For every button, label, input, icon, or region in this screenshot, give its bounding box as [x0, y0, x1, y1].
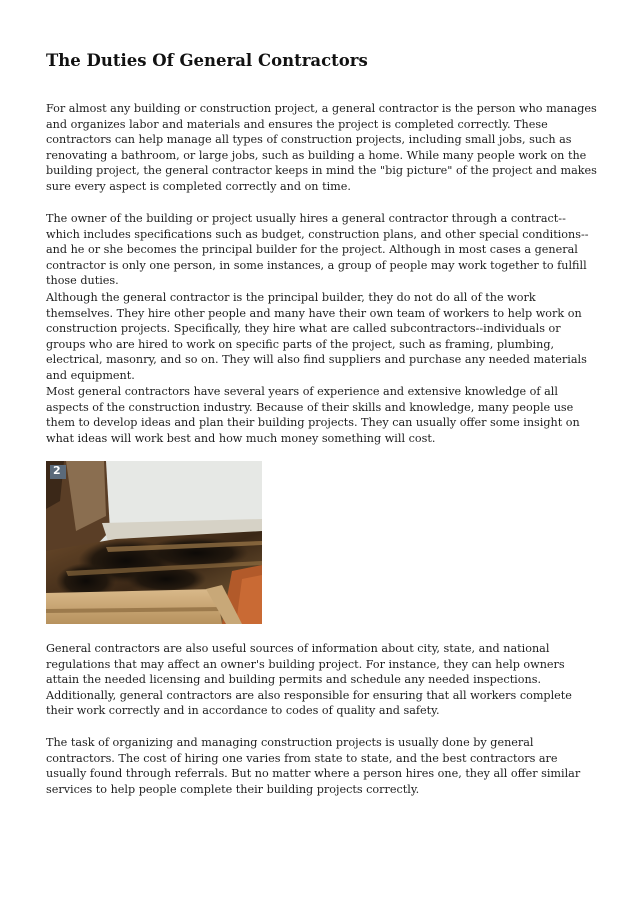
paragraph-1: For almost any building or construction project, a general contractor is the person who manages and organizes labor and materials and ensures the project is completed correctly. These contractors can help manage all types of construction projects, including small jobs, such as renovating a bathroom, or large jobs, such as building a home. While many people work on the building project, the general contractor keeps in mind the "big picture" of the project and makes sure every aspect is completed correctly and on time. — [46, 102, 597, 193]
paragraph-2: The owner of the building or project usually hires a general contractor through a contract--which includes specifications such as budget, construction plans, and other special conditions--and he or she becomes the principal builder for the project. Although in most cases a general contractor is only one person, in some instances, a group of people may work together to fulfill those duties. — [46, 212, 589, 288]
paragraph-6: The task of organizing and managing construction projects is usually done by general contractors. The cost of hiring one varies from state to state, and the best contractors are usually found through referrals. But no matter where a person hires one, they all offer similar services to help people complete their building projects correctly. — [46, 736, 581, 796]
water-damage-photo — [46, 461, 262, 624]
photo-corner-label: 2 — [53, 464, 61, 477]
paragraph-4: Most general contractors have several years of experience and extensive knowledge of all aspects of the construction industry. Because of their skills and knowledge, many people use them to develop ideas and plan their building projects. They can usually offer some insight on what ideas will work best and how much money something will cost. — [46, 385, 580, 445]
paragraph-5: General contractors are also useful sources of information about city, state, and national regulations that may affect an owner's building project. For instance, they can help owners attain the needed licensing and building permits and schedule any needed inspections. Additionally, general contractors are also responsible for ensuring that all workers complete their work correctly and in accordance to codes of quality and safety. — [46, 642, 572, 718]
paragraph-3: Although the general contractor is the principal builder, they do not do all of the work themselves. They hire other people and many have their own team of workers to help work on construction projects. Specifically, they hire what are called subcontractors--individuals or groups who are hired to work on specific parts of the project, such as framing, plumbing, electrical, masonry, and so on. They will also find suppliers and purchase any needed materials and equipment. — [46, 291, 587, 382]
document-title: The Duties Of General Contractors — [46, 51, 368, 70]
